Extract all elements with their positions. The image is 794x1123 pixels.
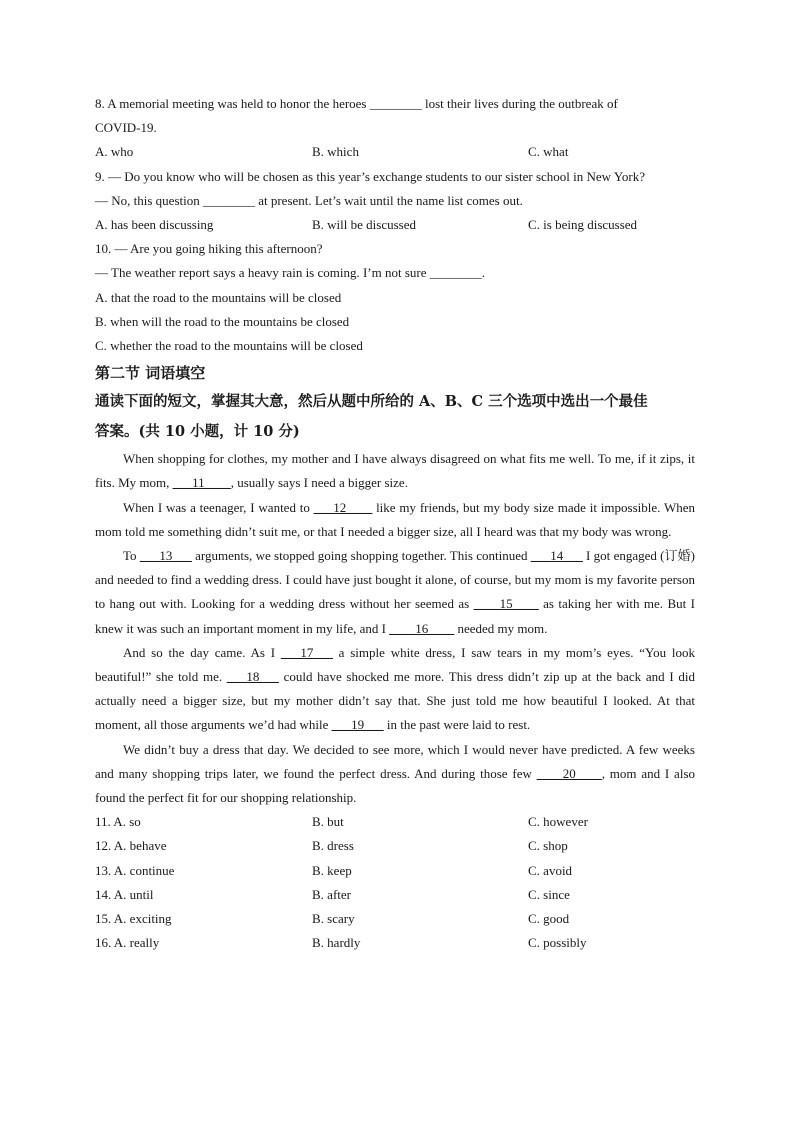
option-a: A. who <box>95 144 134 160</box>
options-row <box>95 140 695 164</box>
choice-row <box>95 834 695 858</box>
option-b: B. when will the road to the mountains be closed <box>95 313 350 329</box>
option-b: B. will be discussed <box>312 217 416 233</box>
option-c: C. good <box>528 911 570 927</box>
blank-11: ___11____ <box>172 475 231 491</box>
option-b: B. scary <box>312 911 355 927</box>
blank-18: ___18___ <box>226 669 279 685</box>
option-c: C. since <box>528 886 570 902</box>
option-b: B. hardly <box>312 935 361 951</box>
option-c: C. possibly <box>528 935 587 951</box>
blank-20: ____20____ <box>536 765 602 781</box>
passage-paragraph: When shopping for clothes, my mother and I have always disagreed on what fits me well. To me, if it zips, it fits. My mom, ___11____, usually says I need a bigger size. <box>95 451 695 491</box>
question-stem: COVID-19. <box>95 120 157 136</box>
blank-16: ____16____ <box>389 620 455 636</box>
question-9 <box>95 165 695 238</box>
option-a: A. that the road to the mountains will be closed <box>95 289 342 305</box>
question-stem: 9. — Do you know who will be chosen as this year’s exchange students to our sister school in New York? <box>95 168 646 184</box>
option-c: C. shop <box>528 838 568 854</box>
passage <box>95 447 695 810</box>
passage-paragraph: When I was a teenager, I wanted to ___12____ like my friends, but my body size made it impossible. When mom told me something didn’t suit me, or that I needed a bigger size, all I heard was that my body was wrong. <box>95 499 696 539</box>
blank-14: ___14___ <box>530 548 583 564</box>
choice-row <box>95 859 695 883</box>
question-8 <box>95 92 695 165</box>
blank-17: ___17___ <box>280 644 333 660</box>
choice-row <box>95 931 695 955</box>
option-a: 11. A. so <box>95 814 141 830</box>
option-a: 13. A. continue <box>95 862 175 878</box>
choice-row <box>95 883 695 907</box>
option-a: 14. A. until <box>95 886 154 902</box>
option-c: C. however <box>528 814 588 830</box>
option-b: B. keep <box>312 862 352 878</box>
option-c: C. what <box>528 144 569 160</box>
option-a: A. has been discussing <box>95 217 214 233</box>
passage-paragraph: To ___13___ arguments, we stopped going shopping together. This continued ___14___ I got engaged (订婚) and needed to find a wedding dress. I could have just bought it alone, of course, but my mom is my favorite person to hang out with. Looking for a wedding dress without her seemed as ____15____ as taking her with me. But I knew it was such an important moment in my life, and I ____16____ needed my mom. <box>95 548 695 636</box>
question-stem: 8. A memorial meeting was held to honor the heroes ________ lost their lives during the outbreak of <box>95 96 618 111</box>
blank-12: ___12____ <box>313 499 373 515</box>
question-10 <box>95 237 695 358</box>
passage-paragraph: We didn’t buy a dress that day. We decided to see more, which I would never have predicted. A few weeks and many shopping trips later, we found the perfect dress. And during those few ____20____, mom and I also found the perfect fit for our shopping relationship. <box>95 741 695 806</box>
option-a: 15. A. exciting <box>95 911 172 927</box>
section-instruction: 通读下面的短文，掌握其大意，然后从题中所给的 A、B、C 三个选项中选出一个最佳 <box>95 393 648 411</box>
blank-19: ___19___ <box>331 717 384 733</box>
option-c: C. whether the road to the mountains will be closed <box>95 338 363 354</box>
section-title: 第二节 词语填空 <box>95 364 206 383</box>
question-stem: — The weather report says a heavy rain is coming. I’m not sure ________. <box>95 265 486 281</box>
options-row <box>95 213 695 237</box>
option-a: 12. A. behave <box>95 838 167 854</box>
option-c: C. is being discussed <box>528 217 638 233</box>
choices-list <box>95 810 695 955</box>
option-b: B. after <box>312 886 351 902</box>
section-instruction: 答案。(共 10 小题，计 10 分) <box>95 423 300 441</box>
option-c: C. avoid <box>528 862 573 878</box>
blank-15: ____15____ <box>473 596 539 612</box>
choice-row <box>95 810 695 834</box>
option-b: B. but <box>312 814 344 830</box>
question-stem: 10. — Are you going hiking this afternoon? <box>95 241 323 257</box>
passage-paragraph: And so the day came. As I ___17___ a simple white dress, I saw tears in my mom’s eyes. “You look beautiful!” she told me. ___18___ could have shocked me more. This dress didn’t zip up at the back and I did actually need a bigger size, but my mother didn’t say that. She just told me how beautiful I looked. At that moment, all those arguments we’d had while ___19___ in the past were laid to rest. <box>95 644 695 733</box>
question-stem: — No, this question ________ at present. Let’s wait until the name list comes out. <box>95 192 523 208</box>
choice-row <box>95 907 695 931</box>
option-a: 16. A. really <box>95 935 160 951</box>
option-b: B. dress <box>312 838 354 854</box>
blank-13: ___13___ <box>139 548 192 564</box>
exam-page <box>95 92 695 956</box>
option-b: B. which <box>312 144 359 160</box>
